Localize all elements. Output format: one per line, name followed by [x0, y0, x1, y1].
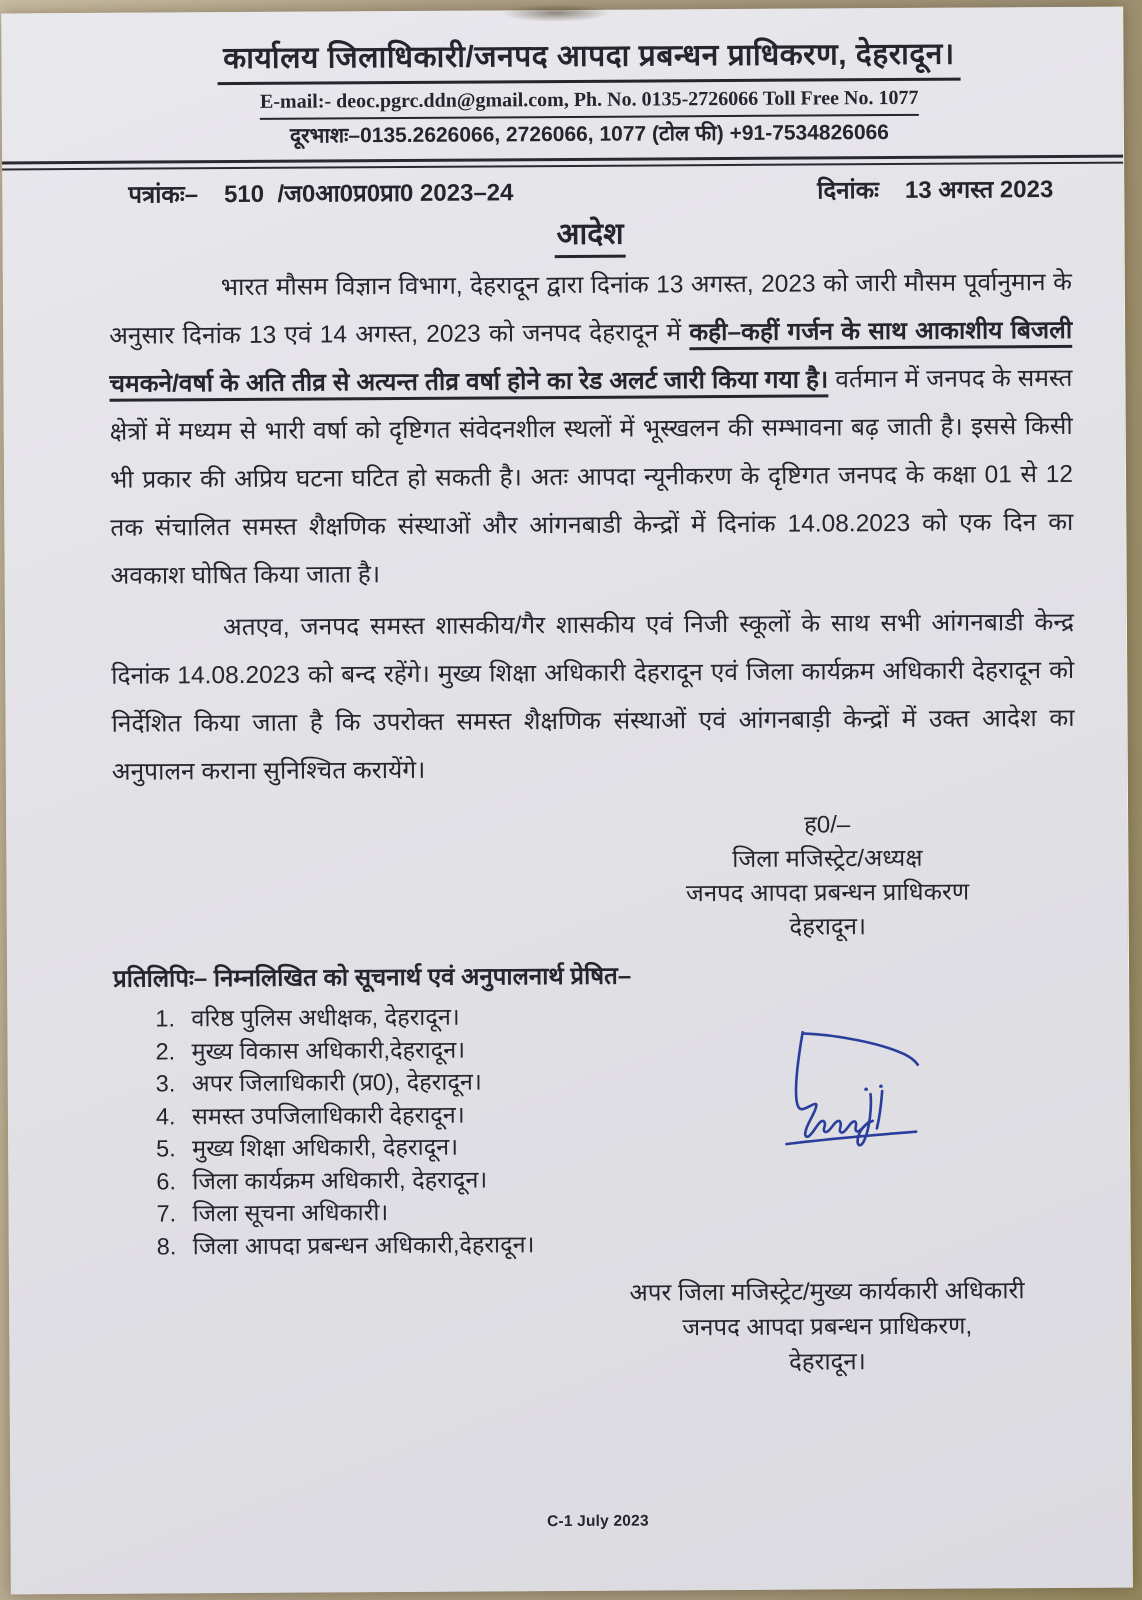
- list-item-text: वरिष्ठ पुलिस अधीक्षक, देहरादून।: [191, 1003, 460, 1032]
- reference-row: [128, 172, 1053, 211]
- list-item-text: जिला कार्यक्रम अधिकारी, देहरादून।: [192, 1165, 488, 1194]
- list-item-number: 1.: [155, 1005, 176, 1032]
- double-rule-divider: [2, 155, 1123, 171]
- date-label: दिनांकः: [817, 177, 880, 205]
- letter-number-label: पत्रांकः–: [128, 181, 199, 209]
- signatory-place: देहरादून।: [789, 913, 867, 941]
- order-title: आदेश: [554, 212, 625, 258]
- counter-signatory-organisation: जनपद आपदा प्रबन्धन प्राधिकरण,: [682, 1312, 973, 1342]
- paragraph-weather-forecast: [109, 259, 1074, 601]
- footer-form-code: C-1 July 2023: [547, 1512, 649, 1531]
- signatory-designation: जिला मजिस्ट्रेट/अध्यक्ष: [732, 844, 923, 873]
- counter-signatory-block: [612, 1273, 1043, 1381]
- signatory-organisation: जनपद आपदा प्रबन्धन प्राधिकरण: [685, 878, 970, 908]
- telephone-line: दूरभाशः–0135.2626066, 2726066, 1077 (टोल फी) +91-7534826066: [289, 121, 890, 148]
- list-item-text: मुख्य विकास अधिकारी,देहरादून।: [191, 1036, 466, 1064]
- office-title: कार्यालय जिलाधिकारी/जनपद आपदा प्रबन्धन प्राधिकरण, देहरादून।: [217, 34, 961, 86]
- paragraph-closure-directive: अतएव, जनपद समस्त शासकीय/गैर शासकीय एवं निजी स्कूलों के साथ सभी आंगनबाडी केन्द्र दिनांक 14.08.2023 को बन्द रहेंगे। मुख्य शिक्षा अधिकारी देहरादून एवं जिला कार्यक्रम अधिकारी देहरादून को निर्देशित किया जाता है कि उपरोक्त समस्त शैक्षणिक संस्थाओं एवं आंगनबाड़ी केन्द्रों में उक्त आदेश का अनुपालन कराना सुनिश्चित करायेंगे।: [111, 608, 1075, 786]
- signatory-block: [637, 807, 1018, 945]
- list-item-number: 2.: [155, 1037, 176, 1065]
- letter-number: [128, 175, 513, 210]
- list-item-text: अपर जिलाधिकारी (प्र0), देहरादून।: [191, 1068, 482, 1097]
- list-item-text: जिला सूचना अधिकारी।: [192, 1199, 389, 1227]
- para1-rest: वर्तमान में जनपद के समस्त क्षेत्रों में मध्यम से भारी वर्षा को दृष्टिगत संवेदनशील स्थलों में भूस्खलन की सम्भावना बढ़ जाती है। इससे किसी भी प्रकार की अप्रिय घटना घटित हो सकती है। अतः आपदा न्यूनीकरण के दृष्टिगत जनपद के कक्षा 01 से 12 तक संचालित समस्त शैक्षणिक संस्थाओं और आंगनबाडी केन्द्रों में दिनांक 14.08.2023 को एक दिन का अवकाश घोषित किया जाता है।: [109, 364, 1074, 590]
- list-item-number: 4.: [155, 1102, 176, 1130]
- list-item-number: 5.: [156, 1135, 176, 1162]
- date-value: 13 अगस्त 2023: [904, 176, 1054, 204]
- counter-signatory-designation: अपर जिला मजिस्ट्रेट/मुख्य कार्यकारी अधिकारी: [629, 1277, 1025, 1307]
- list-item-number: 6.: [156, 1167, 177, 1195]
- copy-distribution-heading: प्रतिलिपिः– निम्नलिखित को सूचनार्थ एवं अनुपालनार्थ प्रेषित–: [113, 962, 632, 993]
- signed-mark: ह0/–: [804, 811, 851, 839]
- list-item-number: 7.: [156, 1200, 177, 1227]
- scanned-order-document: [1, 7, 1133, 1595]
- letter-number-value: 510: [223, 180, 265, 209]
- handwritten-signature-icon: [765, 1006, 958, 1173]
- list-item-text: जिला आपदा प्रबन्धन अधिकारी,देहरादून।: [192, 1230, 535, 1259]
- list-item-text: समस्त उपजिलाधिकारी देहरादून।: [191, 1101, 465, 1129]
- letter-number-suffix: /ज0आ0प्र0प्रा0 2023–24: [277, 179, 514, 208]
- order-title-wrap: [108, 209, 1071, 261]
- letter-date: [817, 172, 1053, 206]
- document-content: [1, 7, 1132, 1595]
- letterhead: [107, 33, 1071, 153]
- list-item: [115, 1224, 1078, 1262]
- para1-start: भारत मौसम विज्ञान विभाग, देहरादून द्वारा दिनांक 13 अगस्त, 2023 को जारी मौसम पूर्वानुमान के अनुसार दिनांक 13 एवं 14 अगस्त, 2023 को जनपद देहरादून में: [109, 268, 1072, 350]
- signature-stroke: [786, 1032, 918, 1146]
- list-item-number: 8.: [156, 1232, 177, 1260]
- red-alert-underlined-text: कही–कहीं गर्जन के साथ आकाशीय बिजली चमकने/वर्षा के अति तीव्र से अत्यन्त तीव्र वर्षा होने का रेड अलर्ट जारी किया गया है।: [109, 316, 1073, 398]
- list-item-text: मुख्य शिक्षा अधिकारी, देहरादून।: [192, 1133, 459, 1162]
- list-item-number: 3.: [155, 1070, 176, 1097]
- email-phone-line: E-mail:- deoc.pgrc.ddn@gmail.com, Ph. No. 0135-2726066 Toll Free No. 1077: [260, 83, 919, 120]
- counter-signatory-place: देहरादून।: [789, 1348, 866, 1376]
